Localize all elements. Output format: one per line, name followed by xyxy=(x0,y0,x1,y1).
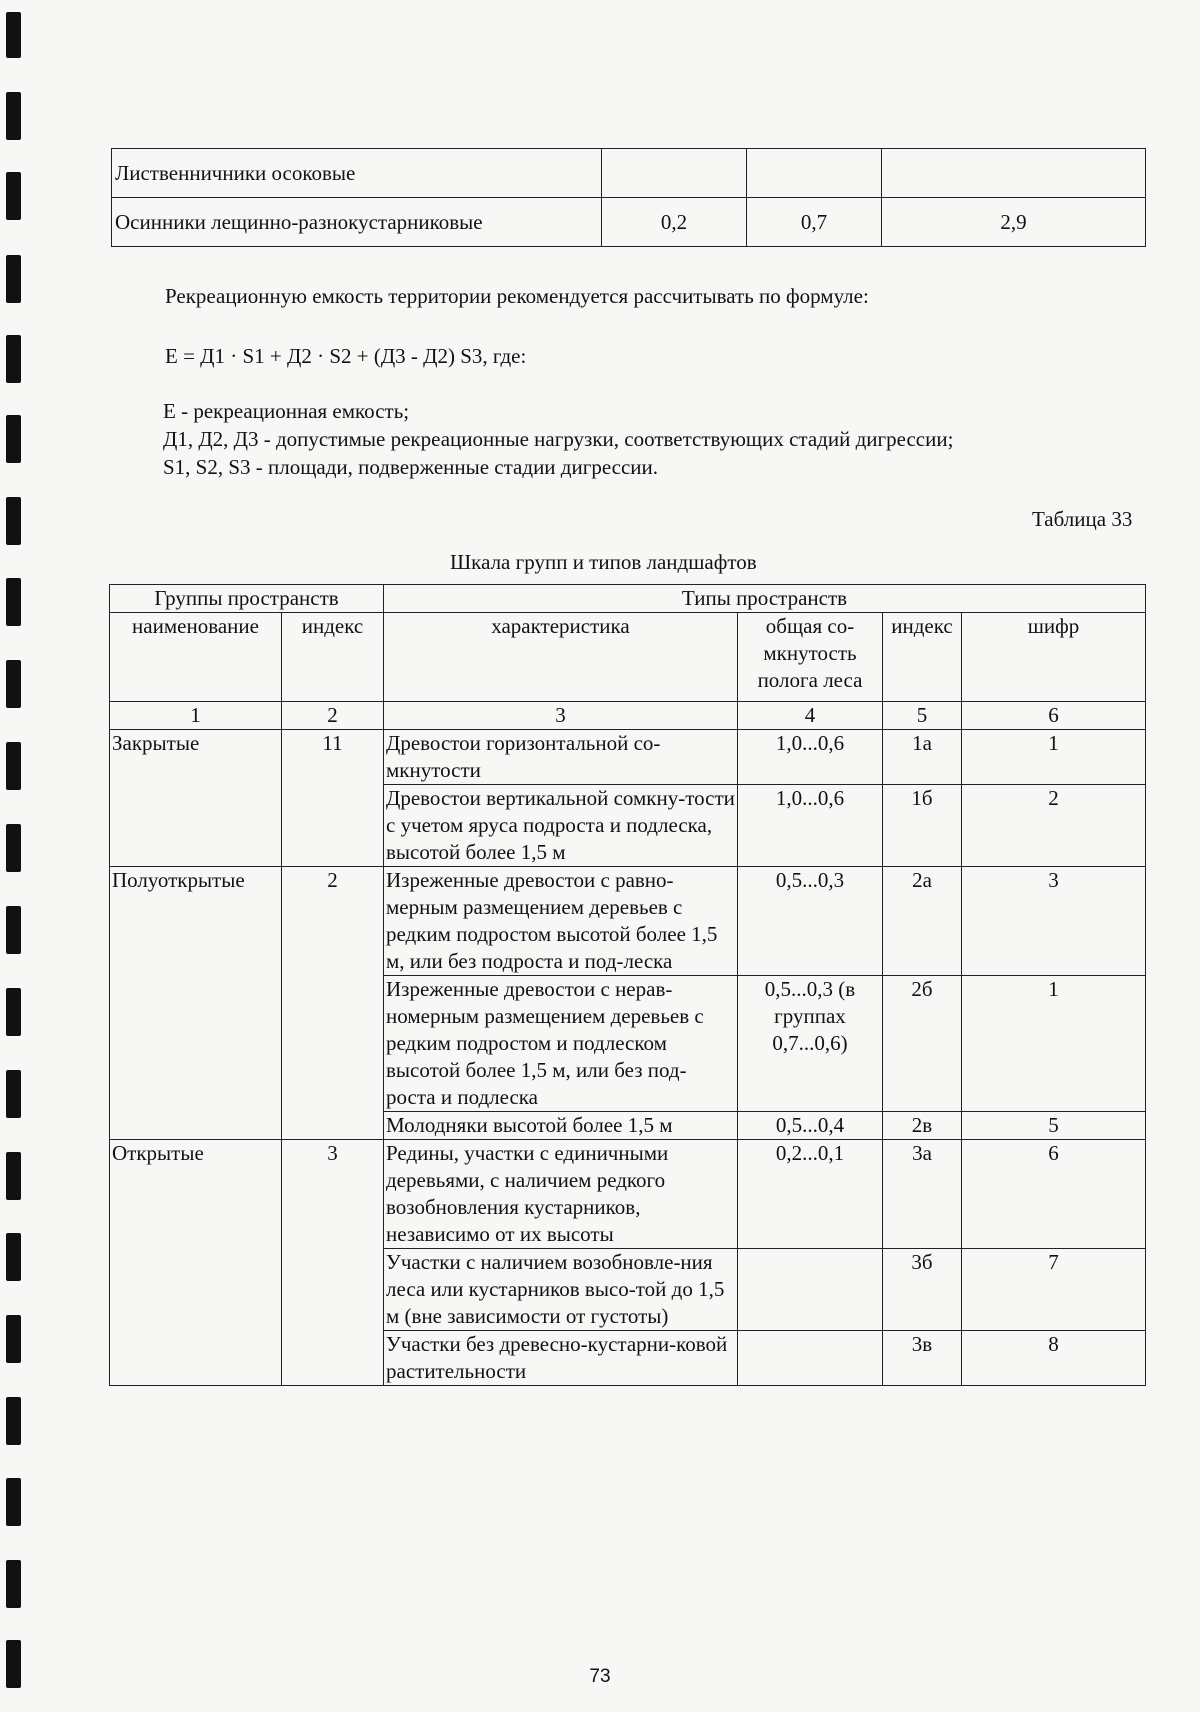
header-row xyxy=(110,585,1146,613)
page-number: 73 xyxy=(589,1666,611,1687)
type-index: 2в xyxy=(883,1112,962,1140)
table-row xyxy=(110,867,1146,976)
type-closure xyxy=(738,1331,883,1386)
top-row-name: Лиственничники осоковые xyxy=(112,149,602,198)
table-number: Таблица 33 xyxy=(1032,507,1133,531)
type-code: 5 xyxy=(962,1112,1146,1140)
top-row-value: 2,9 xyxy=(882,198,1146,247)
table-row xyxy=(110,1140,1146,1249)
type-characteristic: Редины, участки с единичными деревьями, с наличием редкого возобновления кустарников, независимо от их высоты xyxy=(384,1140,738,1249)
type-characteristic: Молодняки высотой более 1,5 м xyxy=(384,1112,738,1140)
type-closure: 0,2...0,1 xyxy=(738,1140,883,1249)
binding-holes xyxy=(0,0,60,1712)
type-code: 8 xyxy=(962,1331,1146,1386)
intro-text: Рекреационную емкость территории рекомендуется рассчитывать по формуле: xyxy=(165,284,869,308)
type-closure: 0,5...0,3 (в группах 0,7...0,6) xyxy=(738,976,883,1112)
type-code: 7 xyxy=(962,1249,1146,1331)
group-name: Полуоткрытые xyxy=(110,867,282,1140)
top-row-value: 0,7 xyxy=(747,198,882,247)
header-type-index: индекс xyxy=(883,613,962,702)
type-closure: 1,0...0,6 xyxy=(738,730,883,785)
type-index: 3б xyxy=(883,1249,962,1331)
type-index: 2б xyxy=(883,976,962,1112)
formula: Е = Д1 · S1 + Д2 · S2 + (Д3 - Д2) S3, где: xyxy=(165,344,527,368)
group-index: 2 xyxy=(282,867,384,1140)
landscape-table xyxy=(109,584,1146,1386)
column-numbers-row: 1 2 3 4 5 6 xyxy=(110,702,1146,730)
header-characteristic: характеристика xyxy=(384,613,738,702)
header-closure: общая со-мкнутость полога леса xyxy=(738,613,883,702)
type-characteristic: Древостои горизонтальной со-мкнутости xyxy=(384,730,738,785)
type-characteristic: Изреженные древостои с нерав-номерным размещением деревьев с редким подростом и подлеском высотой более 1,5 м, или без под-роста и подлеска xyxy=(384,976,738,1112)
table-title: Шкала групп и типов ландшафтов xyxy=(450,550,757,574)
type-code: 1 xyxy=(962,730,1146,785)
type-index: 3а xyxy=(883,1140,962,1249)
type-index: 2а xyxy=(883,867,962,976)
table-row xyxy=(112,149,1146,198)
definition-d: Д1, Д2, Д3 - допустимые рекреационные нагрузки, соответствующих стадий дигрессии; xyxy=(163,427,954,451)
table-row xyxy=(112,198,1146,247)
group-name: Открытые xyxy=(110,1140,282,1386)
type-code: 2 xyxy=(962,785,1146,867)
type-characteristic: Древостои вертикальной сомкну-тости с учетом яруса подроста и подлеска, высотой более 1,5 м xyxy=(384,785,738,867)
header-types: Типы пространств xyxy=(384,585,1146,613)
type-characteristic: Участки с наличием возобновле-ния леса или кустарников высо-той до 1,5 м (вне зависимости от густоты) xyxy=(384,1249,738,1331)
group-index: 11 xyxy=(282,730,384,867)
type-characteristic: Участки без древесно-кустарни-ковой растительности xyxy=(384,1331,738,1386)
type-index: 3в xyxy=(883,1331,962,1386)
type-characteristic: Изреженные древостои с равно-мерным размещением деревьев с редким подростом высотой более 1,5 м, или без подроста и под-леска xyxy=(384,867,738,976)
definition-s: S1, S2, S3 - площади, подверженные стадии дигрессии. xyxy=(163,455,659,479)
header-code: шифр xyxy=(962,613,1146,702)
header-groups: Группы пространств xyxy=(110,585,384,613)
header-row xyxy=(110,613,1146,702)
type-closure: 0,5...0,4 xyxy=(738,1112,883,1140)
type-code: 3 xyxy=(962,867,1146,976)
type-code: 1 xyxy=(962,976,1146,1112)
header-index: индекс xyxy=(282,613,384,702)
definition-e: Е - рекреационная емкость; xyxy=(163,399,410,423)
type-index: 1б xyxy=(883,785,962,867)
type-closure xyxy=(738,1249,883,1331)
type-code: 6 xyxy=(962,1140,1146,1249)
group-name: Закрытые xyxy=(110,730,282,867)
type-index: 1а xyxy=(883,730,962,785)
top-row-value: 0,2 xyxy=(602,198,747,247)
header-name: наименование xyxy=(110,613,282,702)
type-closure: 1,0...0,6 xyxy=(738,785,883,867)
top-row-name: Осинники лещинно-разнокустарниковые xyxy=(112,198,602,247)
type-closure: 0,5...0,3 xyxy=(738,867,883,976)
group-index: 3 xyxy=(282,1140,384,1386)
top-table xyxy=(111,148,1146,247)
table-row xyxy=(110,730,1146,785)
